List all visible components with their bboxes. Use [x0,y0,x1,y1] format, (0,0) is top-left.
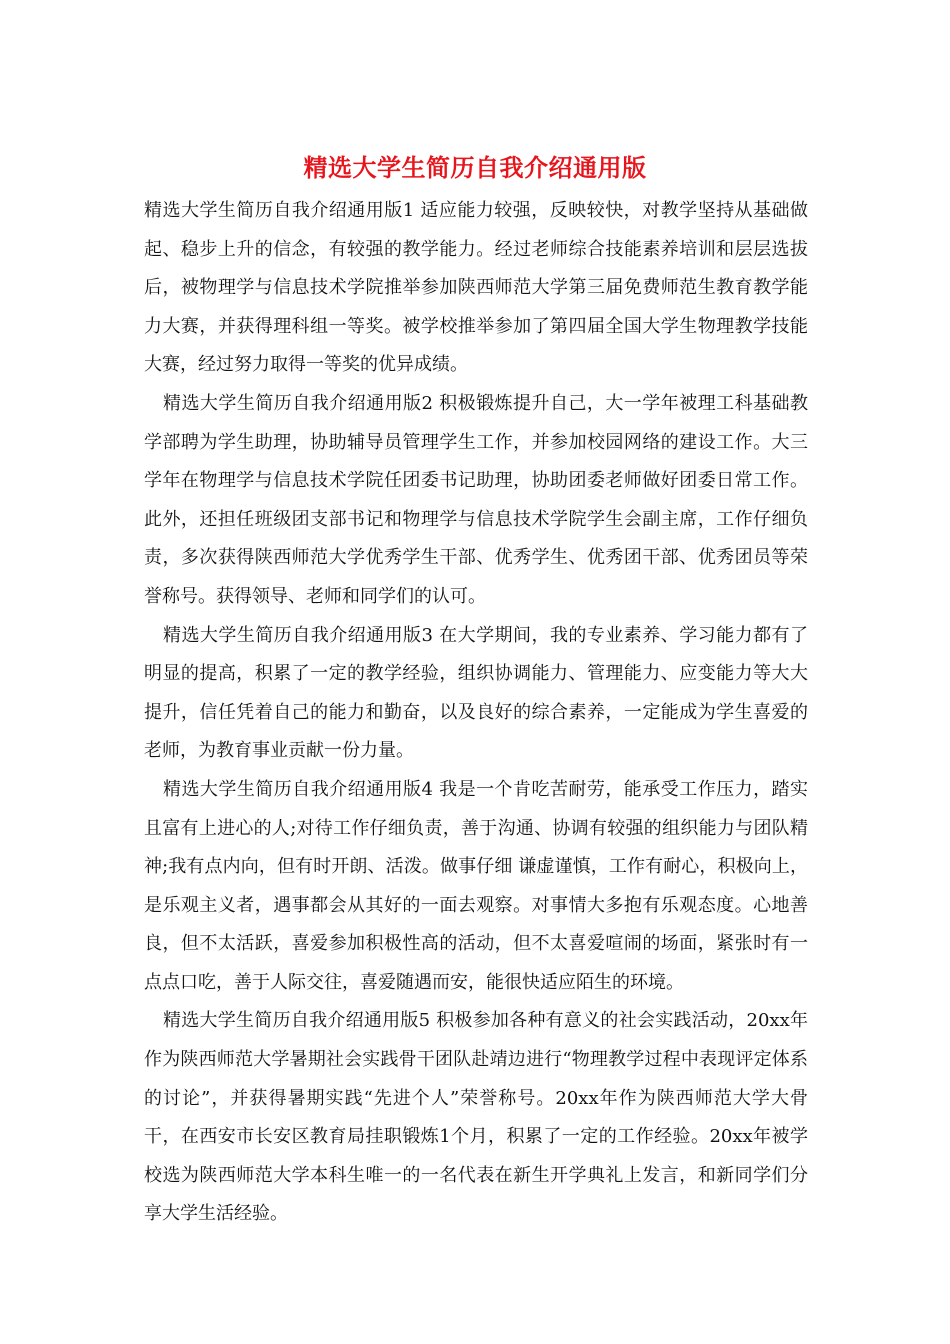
document-title: 精选大学生简历自我介绍通用版 [303,153,647,182]
paragraph-4: 精选大学生简历自我介绍通用版4 我是一个肯吃苦耐劳，能承受工作压力，踏实且富有上进心的人;对待工作仔细负责，善于沟通、协调有较强的组织能力与团队精神;我有点内向，但有时开朗、活泼。做事仔细 谦虚谨慎，工作有耐心，积极向上，是乐观主义者，遇事都会从其好的一面去观察。对事情大多抱有乐观态度。心地善良，但不太活跃，喜爱参加积极性高的活动，但不太喜爱喧闹的场面，紧张时有一点点口吃，善于人际交往，喜爱随遇而安，能很快适应陌生的环境。 [144,778,808,993]
paragraph-5: 精选大学生简历自我介绍通用版5 积极参加各种有意义的社会实践活动，20xx年作为陕西师范大学暑期社会实践骨干团队赴靖边进行“物理教学过程中表现评定体系的讨论”，并获得暑期实践“先进个人”荣誉称号。20xx年作为陕西师范大学大骨干，在西安市长安区教育局挂职锻炼1个月，积累了一定的工作经验。20xx年被学校选为陕西师范大学本科生唯一的一名代表在新生开学典礼上发言，和新同学们分享大学生活经验。 [144,1010,808,1225]
paragraph-1: 精选大学生简历自我介绍通用版1 适应能力较强，反映较快，对教学坚持从基础做起、稳步上升的信念，有较强的教学能力。经过老师综合技能素养培训和层层选拔后，被物理学与信息技术学院推举参加陕西师范大学第三届免费师范生教育教学能力大赛，并获得理科组一等奖。被学校推举参加了第四届全国大学生物理教学技能大赛，经过努力取得一等奖的优异成绩。 [144,200,808,376]
paragraph-3: 精选大学生简历自我介绍通用版3 在大学期间，我的专业素养、学习能力都有了明显的提高，积累了一定的教学经验，组织协调能力、管理能力、应变能力等大大提升，信任凭着自己的能力和勤奋，以及良好的综合素养，一定能成为学生喜爱的老师，为教育事业贡献一份力量。 [144,624,808,762]
document-body [144,192,808,1234]
paragraph-2: 精选大学生简历自我介绍通用版2 积极锻炼提升自己，大一学年被理工科基础教学部聘为学生助理，协助辅导员管理学生工作，并参加校园网络的建设工作。大三学年在物理学与信息技术学院任团委书记助理，协助团委老师做好团委日常工作。此外，还担任班级团支部书记和物理学与信息技术学院学生会副主席，工作仔细负责，多次获得陕西师范大学优秀学生干部、优秀学生、优秀团干部、优秀团员等荣誉称号。获得领导、老师和同学们的认可。 [144,392,808,607]
